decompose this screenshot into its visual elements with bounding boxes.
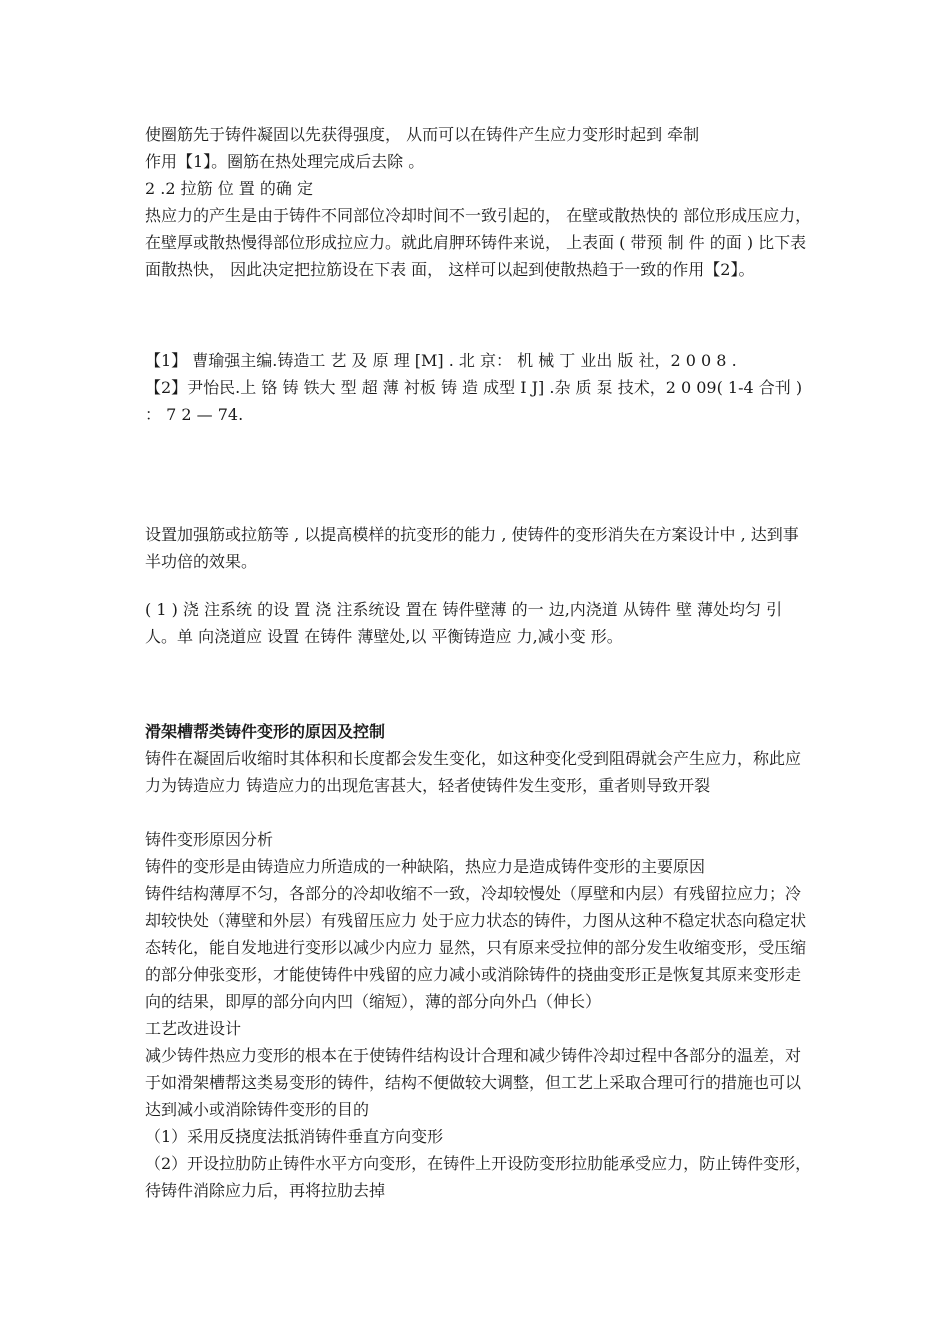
reference-item: 【1】 曹瑜强主编.铸造工 艺 及 原 理 [M] . 北 京： 机 械 丁 业出 版 社，2 0 0 8 . [145, 351, 737, 370]
section-gating-system [145, 596, 813, 650]
article-title: 滑架槽帮类铸件变形的原因及控制 [145, 722, 386, 741]
blank-line [145, 799, 813, 826]
body-paragraph: 减少铸件热应力变形的根本在于使铸件结构设计合理和减少铸件冷却过程中各部分的温差，对于如滑架槽帮这类易变形的铸件，结构不便做较大调整，但工艺上采取合理可行的措施也可以达到减小或消除铸件变形的目的 [145, 1046, 802, 1119]
reference-list [145, 347, 813, 428]
body-paragraph: 铸件的变形是由铸造应力所造成的一种缺陷，热应力是造成铸件变形的主要原因 [145, 857, 706, 876]
body-paragraph: 设置加强筋或拉筋等 , 以提高模样的抗变形的能力 , 使铸件的变形消失在方案设计中 , 达到事半功倍的效果。 [145, 525, 799, 571]
section-reinforcement [145, 521, 813, 575]
list-item: （1）采用反挠度法抵消铸件垂直方向变形 [145, 1127, 444, 1146]
paragraph-line: 作用【1】。圈筋在热处理完成后去除 。 [145, 152, 425, 171]
body-paragraph: 铸件结构薄厚不匀，各部分的冷却收缩不一致，冷却较慢处（厚壁和内层）有残留拉应力；冷却较快处（薄壁和外层）有残留压应力 处于应力状态的铸件，力图从这种不稳定状态向稳定状态转化，能自发地进行变形以减少内应力 显然，只有原来受拉伸的部分发生收缩变形，受压缩的部分伸张变形，才能使铸件中残留的应力减小或消除铸件的挠曲变形正是恢复其原来变形走向的结果，即厚的部分向内凹（缩短），薄的部分向外凸（伸长） [145, 884, 807, 1011]
paragraph-line: 使圈筋先于铸件凝固以先获得强度， 从而可以在铸件产生应力变形时起到 牵制 [145, 125, 700, 144]
reference-item: 【2】尹怡民.上 铬 铸 铁大 型 超 薄 衬板 铸 造 成型 I J] .杂 质 泵 技术，2 0 09( 1-4 合刊 ) ： 7 2 — 74. [145, 378, 803, 424]
body-paragraph: 铸件在凝固后收缩时其体积和长度都会发生变化，如这种变化受到阻碍就会产生应力，称此应力为铸造应力 铸造应力的出现危害甚大，轻者使铸件发生变形，重者则导致开裂 [145, 749, 802, 795]
section-heading: 铸件变形原因分析 [145, 830, 274, 849]
list-item: （2）开设拉肋防止铸件水平方向变形，在铸件上开设防变形拉肋能承受应力，防止铸件变形，待铸件消除应力后，再将拉肋去掉 [145, 1154, 812, 1200]
section-deformation-control [145, 718, 813, 1204]
body-paragraph: 热应力的产生是由于铸件不同部位冷却时间不一致引起的， 在壁或散热快的 部位形成压应力， 在壁厚或散热慢得部位形成拉应力。就此肩胛环铸件来说， 上表面 ( 带预 制 件 的面 ) 比下表面散热快， 因此决定把拉筋设在下表 面， 这样可以起到使散热趋于一致的作用【2】。 [145, 206, 812, 279]
section-heading: 2 .2 拉筋 位 置 的确 定 [145, 179, 313, 198]
section-heading: 工艺改进设计 [145, 1019, 242, 1038]
body-paragraph: ( 1 ) 浇 注系统 的设 置 浇 注系统设 置在 铸件壁薄 的一 边,内浇道 从铸件 壁 薄处均匀 引人。单 向浇道应 设置 在铸件 薄壁处,以 平衡铸造应 力,减小变 形。 [145, 600, 783, 646]
section-stiffener-ring [145, 121, 813, 283]
